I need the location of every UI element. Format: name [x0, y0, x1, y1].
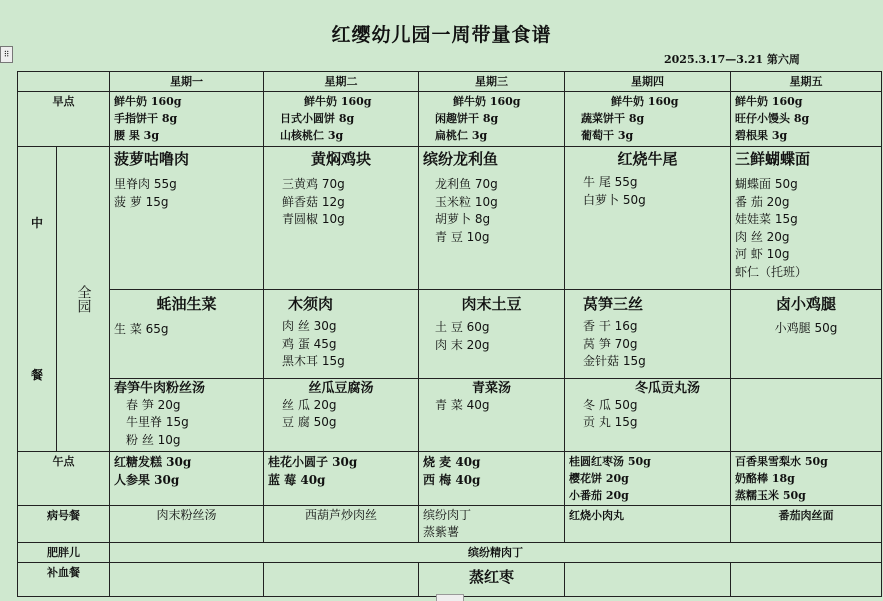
ingredient: 黑木耳 15g [282, 354, 345, 369]
food-item: 小番茄 20g [569, 489, 629, 502]
lunch-label-top: 中 [30, 215, 43, 230]
food-item: 蒸紫薯 [423, 525, 460, 539]
food-item: 山核桃仁 3g [280, 129, 344, 142]
ingredient: 鲜香菇 12g [282, 194, 345, 209]
row-label-breakfast: 早点 [18, 92, 110, 147]
sick-meal-cell [110, 506, 264, 543]
ingredient: 牛 尾 55g [583, 175, 638, 189]
food-item: 人参果 30g [114, 473, 180, 487]
ingredient: 豆 腐 50g [282, 415, 337, 430]
ingredient: 蝴蝶面 50g [735, 177, 798, 191]
lunch-dish-cell [110, 290, 264, 378]
soup-name: 冬瓜贡丸汤 [634, 380, 700, 396]
corner-cell [18, 72, 110, 92]
lunch-dish1-row [18, 147, 882, 290]
lunch-label-bottom: 餐 [30, 367, 43, 382]
ingredient: 胡萝卜 8g [435, 212, 491, 226]
food-item: 番茄肉丝面 [778, 509, 834, 522]
ingredient: 白萝卜 50g [583, 192, 646, 207]
food-item: 红糖发糕 30g [114, 455, 192, 469]
food-item: 葡萄干 3g [581, 129, 634, 142]
ingredient: 牛里脊 15g [126, 415, 189, 430]
food-item: 肉末粉丝汤 [156, 508, 217, 522]
ingredient: 粉 丝 10g [126, 432, 181, 447]
ingredient: 龙利鱼 70g [435, 177, 498, 191]
ingredient: 冬 瓜 50g [583, 397, 638, 412]
sick-meal-cell [419, 506, 565, 543]
sick-meal-cell [565, 506, 731, 543]
anemia-cell [565, 563, 731, 597]
food-item: 西葫芦炒肉丝 [304, 508, 377, 522]
breakfast-cell [565, 92, 731, 147]
breakfast-row [18, 92, 882, 147]
row-label-anemia: 补血餐 [18, 563, 110, 597]
food-item: 红烧小肉丸 [569, 509, 624, 522]
food-item: 旺仔小馒头 8g [735, 112, 810, 125]
food-item: 鲜牛奶 160g [735, 95, 803, 108]
day-header: 星期三 [419, 72, 565, 92]
ingredient: 青 豆 10g [435, 229, 490, 244]
ingredient: 肉 末 20g [435, 337, 490, 352]
ingredient: 春 笋 20g [126, 397, 181, 412]
lunch-dish-cell [419, 290, 565, 378]
ingredient: 贡 丸 15g [583, 415, 638, 430]
ingredient: 番 茄 20g [735, 194, 790, 209]
lunch-scope: 全园 [75, 285, 92, 313]
menu-table [17, 71, 882, 597]
row-label-sick-meal: 病号餐 [18, 506, 110, 543]
snack-cell [110, 452, 264, 506]
ingredient: 三黄鸡 70g [282, 177, 345, 191]
dish-name: 缤纷龙利鱼 [423, 150, 499, 168]
lunch-dish-cell [264, 290, 419, 378]
dish-name: 蚝油生菜 [156, 295, 217, 314]
food-item: 桂圆红枣汤 50g [569, 455, 651, 468]
lunch-dish-cell [264, 147, 419, 290]
ingredient: 金针菇 15g [583, 354, 646, 369]
ingredient: 娃娃菜 15g [735, 212, 798, 226]
snack-cell [731, 452, 882, 506]
date-range: 2025.3.17—3.21 第六周 [664, 53, 800, 66]
food-item: 鲜牛奶 160g [611, 95, 679, 108]
ingredient: 丝 瓜 20g [282, 397, 337, 412]
ingredient: 青 菜 40g [435, 397, 490, 412]
snack-cell [565, 452, 731, 506]
snack-cell [264, 452, 419, 506]
lunch-dish-cell [731, 147, 882, 290]
food-item: 蔬菜饼干 8g [581, 112, 645, 125]
ingredient: 菠 萝 15g [114, 194, 169, 209]
lunch-soup-cell [264, 378, 419, 451]
table-move-handle[interactable]: ⠿ [0, 46, 13, 63]
food-item: 百香果雪梨水 50g [735, 455, 828, 468]
ingredient: 玉米粒 10g [435, 194, 498, 209]
ingredient: 河 虾 10g [735, 247, 790, 261]
lunch-label [18, 147, 57, 451]
ingredient: 里脊肉 55g [114, 177, 177, 191]
food-item: 腰 果 3g [114, 129, 160, 142]
dish-name: 黄焖鸡块 [310, 150, 371, 168]
soup-name: 青菜汤 [471, 380, 511, 396]
dish-name: 木须肉 [288, 295, 334, 314]
food-item: 桂花小圆子 30g [268, 455, 358, 469]
lunch-dish2-row [18, 290, 882, 378]
lunch-dish-cell [110, 147, 264, 290]
breakfast-cell [419, 92, 565, 147]
lunch-label-cell [18, 147, 110, 452]
food-item: 扁桃仁 3g [435, 129, 488, 142]
dish-name: 菠萝咕噜肉 [114, 150, 190, 168]
sick-meal-cell [731, 506, 882, 543]
ingredient: 生 菜 65g [114, 322, 169, 337]
snack-row [18, 452, 882, 506]
ingredient: 土 豆 60g [435, 320, 490, 335]
food-item: 手指饼干 8g [114, 112, 178, 125]
ingredient: 香 干 16g [583, 319, 638, 334]
anemia-cell [110, 563, 264, 597]
breakfast-cell [731, 92, 882, 147]
page-title: 红缨幼儿园一周带量食谱 [331, 24, 552, 46]
lunch-soup-row [18, 378, 882, 451]
food-item: 鲜牛奶 160g [453, 95, 521, 108]
soup-name: 春笋牛肉粉丝汤 [114, 380, 206, 396]
food-item: 奶酪棒 18g [735, 472, 795, 485]
food-item: 烧 麦 40g [423, 455, 481, 469]
anemia-cell [731, 563, 882, 597]
ingredient: 青圆椒 10g [282, 212, 345, 226]
row-label-snack: 午点 [18, 452, 110, 506]
food-item: 蒸糯玉米 50g [735, 489, 806, 502]
ingredient: 肉 丝 30g [282, 319, 337, 334]
dish-name: 肉末土豆 [461, 295, 522, 314]
breakfast-cell [264, 92, 419, 147]
obese-row [18, 543, 882, 563]
ingredient: 肉 丝 20g [735, 229, 790, 244]
food-item: 蓝 莓 40g [268, 473, 326, 487]
obese-cell: 缤纷精肉丁 [110, 543, 882, 563]
breakfast-cell [110, 92, 264, 147]
food-item: 日式小圆饼 8g [280, 112, 355, 125]
header-row [18, 72, 882, 92]
food-item: 碧根果 3g [735, 129, 788, 142]
food-item: 樱花饼 20g [569, 472, 629, 485]
anemia-cell: 蒸红枣 [419, 563, 565, 597]
ingredient: 鸡 蛋 45g [282, 336, 337, 351]
snack-cell [419, 452, 565, 506]
sick-meal-cell [264, 506, 419, 543]
lunch-soup-cell [565, 378, 731, 451]
anemia-cell [264, 563, 419, 597]
dish-name: 三鲜蝴蝶面 [735, 150, 811, 168]
row-label-obese: 肥胖儿 [18, 543, 110, 563]
day-header: 星期五 [731, 72, 882, 92]
dish-name: 红烧牛尾 [617, 150, 678, 168]
lunch-soup-cell [110, 378, 264, 451]
soup-name: 丝瓜豆腐汤 [308, 380, 374, 396]
lunch-dish-cell [419, 147, 565, 290]
anemia-row [18, 563, 882, 597]
day-header: 星期一 [110, 72, 264, 92]
food-item: 缤纷肉丁 [423, 508, 472, 522]
food-item: 鲜牛奶 160g [114, 95, 182, 108]
food-item: 鲜牛奶 160g [304, 95, 372, 108]
day-header: 星期二 [264, 72, 419, 92]
lunch-dish-cell [565, 147, 731, 290]
ingredient: 小鸡腿 50g [774, 321, 838, 336]
food-item: 西 梅 40g [423, 473, 481, 487]
ingredient: 虾仁（托班） [735, 264, 808, 279]
lunch-dish-cell [731, 290, 882, 378]
dish-name: 莴笋三丝 [583, 295, 644, 314]
food-item: 闲趣饼干 8g [435, 112, 499, 125]
dish-name: 卤小鸡腿 [775, 295, 836, 314]
lunch-dish-cell [565, 290, 731, 378]
ingredient: 莴 笋 70g [583, 336, 638, 351]
sick-meal-row [18, 506, 882, 543]
day-header: 星期四 [565, 72, 731, 92]
lunch-soup-cell [419, 378, 565, 451]
lunch-soup-cell [731, 378, 882, 451]
